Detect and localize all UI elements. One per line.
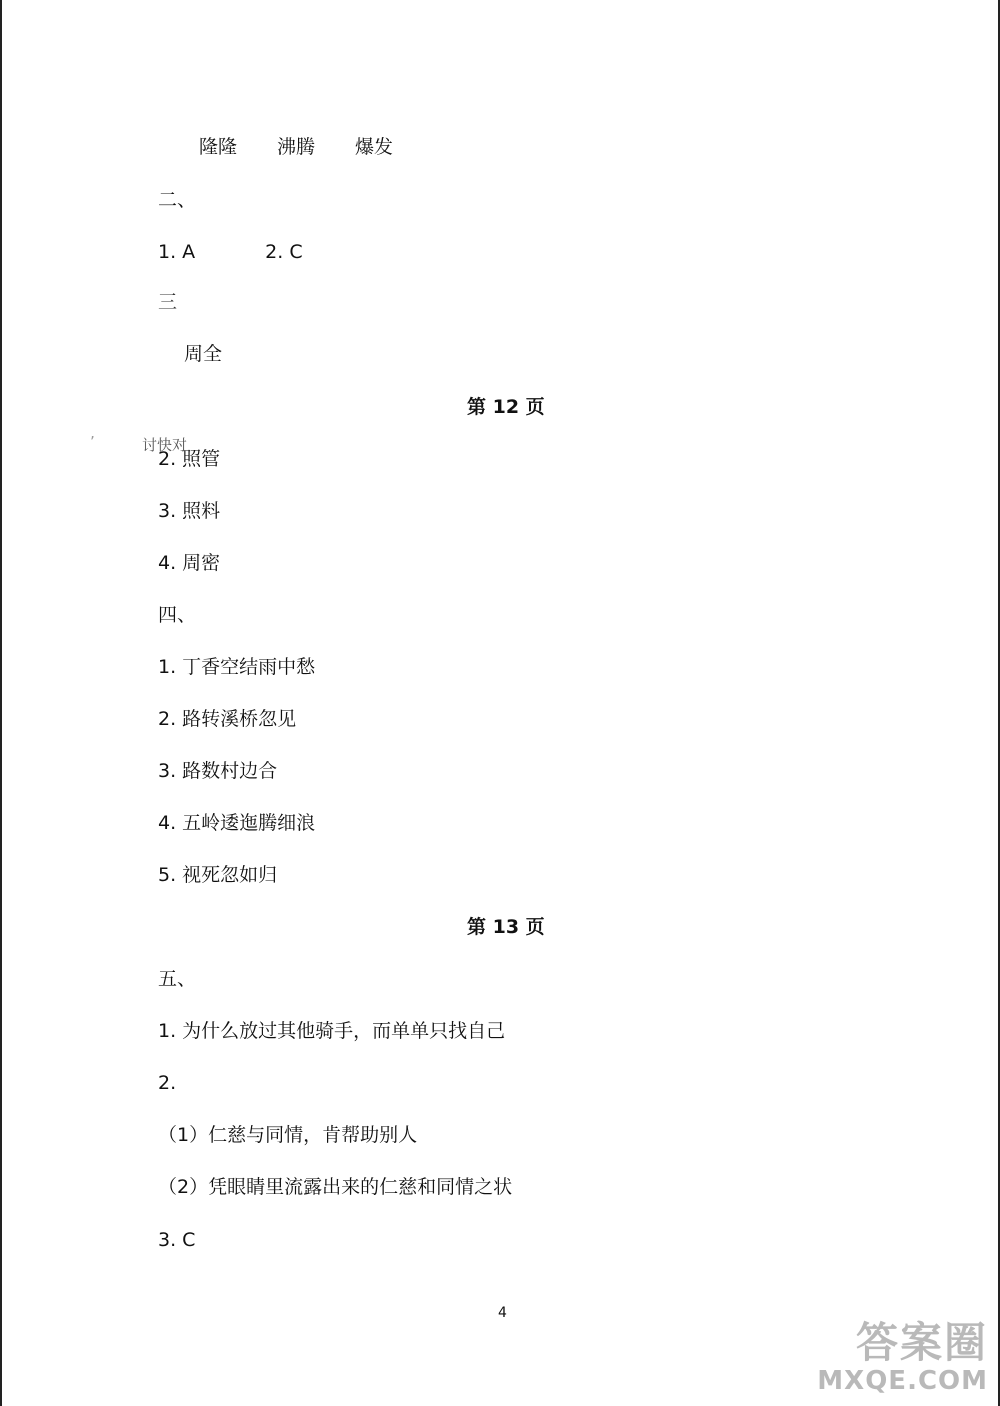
- word-1: 隆隆: [199, 136, 238, 158]
- cropped-section-three: 三: [158, 291, 178, 313]
- item-2: 2. 照管: [158, 448, 221, 470]
- poem-line-4: 4. 五岭逶迤腾细浪: [158, 812, 316, 834]
- word-2: 沸腾: [277, 136, 316, 158]
- page-13-heading: 第 13 页: [467, 916, 545, 938]
- item-3: 3. 照料: [158, 500, 221, 522]
- poem-line-3: 3. 路数村边合: [158, 760, 278, 782]
- page-number: 4: [498, 1305, 507, 1321]
- word-list: [199, 135, 393, 159]
- five-item-2-2: （2）凭眼睛里流露出来的仁慈和同情之状: [158, 1176, 513, 1198]
- section-two-heading: 二、: [158, 189, 197, 211]
- answer-2: 2. C: [265, 241, 303, 263]
- five-item-2-1: （1）仁慈与同情，肯帮助别人: [158, 1124, 418, 1146]
- word-3: 爆发: [355, 136, 394, 158]
- section-four-heading: 四、: [158, 604, 197, 626]
- watermark-bottom: MXQE.COM: [817, 1366, 988, 1396]
- section-five-heading: 五、: [158, 968, 197, 990]
- item-4: 4. 周密: [158, 552, 221, 574]
- section-two-answers: [158, 240, 303, 264]
- poem-line-2: 2. 路转溪桥忽见: [158, 708, 297, 730]
- five-item-3: 3. C: [158, 1229, 196, 1251]
- page-12-heading: 第 12 页: [467, 396, 545, 418]
- answer-1: 1. A: [158, 241, 196, 263]
- ghost-text: 讨快对: [142, 436, 188, 454]
- watermark-logo: [798, 1320, 988, 1400]
- watermark-top: 答案圈: [855, 1318, 988, 1367]
- five-item-2: 2.: [158, 1072, 177, 1094]
- poem-line-5: 5. 视死忽如归: [158, 864, 278, 886]
- poem-line-1: 1. 丁香空结雨中愁: [158, 656, 316, 678]
- scan-mark: ’: [90, 433, 95, 451]
- five-item-1: 1. 为什么放过其他骑手，而单单只找自己: [158, 1020, 506, 1042]
- cropped-answer-quan: 周全: [184, 343, 223, 365]
